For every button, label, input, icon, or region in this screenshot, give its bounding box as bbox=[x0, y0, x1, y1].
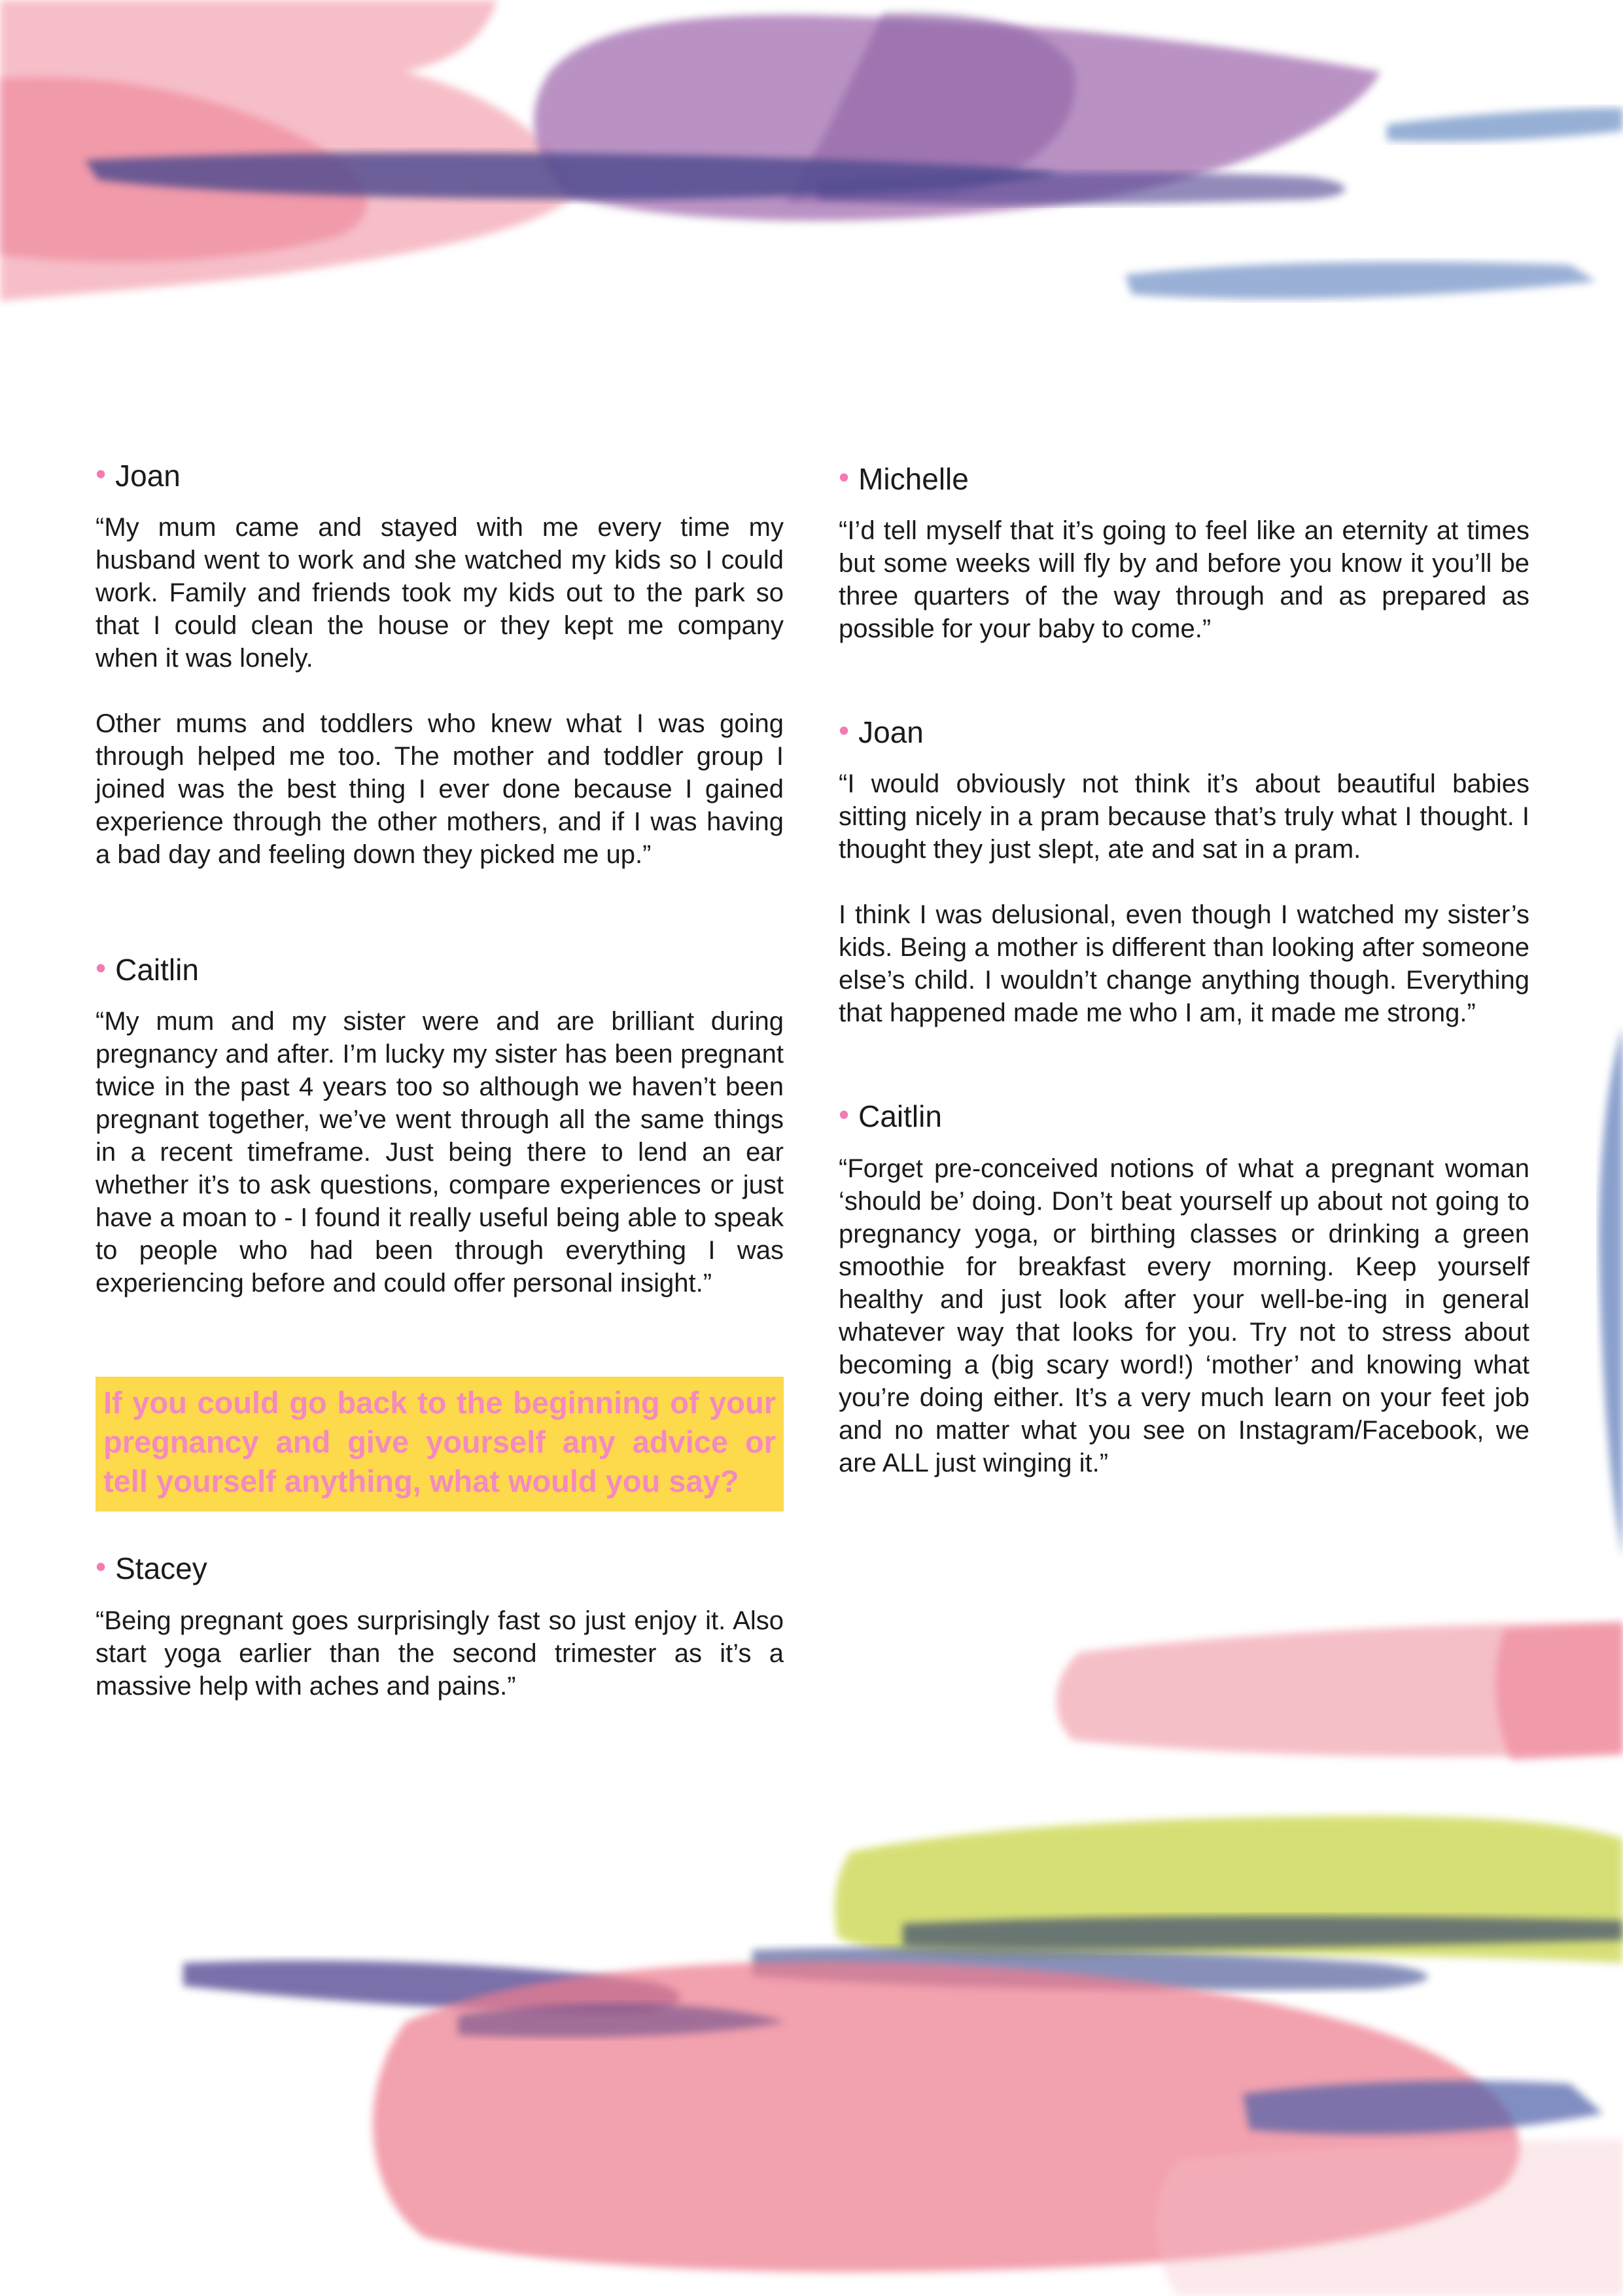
testimonial-paragraph: “Being pregnant goes surprisingly fast so just enjoy it. Also start yoga earlier than the second trimester as it’s a massive help with aches and pains.” bbox=[96, 1606, 784, 1701]
bullet-icon: • bbox=[839, 1097, 850, 1131]
testimonial-paragraph: “I’d tell myself that it’s going to feel like an eternity at times but some weeks will fly by and before you know it you’ll be three quarters of the way through and as prepared as possible for your baby to come.” bbox=[839, 516, 1529, 644]
testimonial-paragraph: “My mum came and stayed with me every time my husband went to work and she watched my kids so I could work. Family and friends took my kids out to the park so that I could clean the house or they kept me company when it was lonely. bbox=[96, 513, 784, 673]
testimonial-joan-advice bbox=[839, 715, 1529, 1029]
testimonial-paragraph: Other mums and toddlers who knew what I was going through helped me too. The mother and toddler group I joined was the best thing I ever done because I gained experience through the other mothers, and if I was having a bad day and feeling down they picked me up.” bbox=[96, 709, 784, 870]
name-label: Michelle bbox=[858, 462, 969, 496]
bullet-icon: • bbox=[839, 459, 850, 494]
name-label: Joan bbox=[858, 715, 924, 750]
bullet-icon: • bbox=[96, 456, 107, 491]
bullet-icon: • bbox=[96, 950, 107, 985]
name-label: Caitlin bbox=[858, 1099, 942, 1134]
testimonial-stacey bbox=[96, 1551, 784, 1702]
testimonial-michelle bbox=[839, 461, 1529, 645]
watercolor-strokes-top bbox=[0, 0, 1623, 301]
name-label: Stacey bbox=[115, 1551, 207, 1586]
testimonial-name bbox=[839, 461, 1529, 497]
testimonial-joan bbox=[96, 458, 784, 871]
testimonial-paragraph: “Forget pre-conceived notions of what a pregnant woman ‘should be’ doing. Don’t beat yourself up about not going to pregnancy yoga, or birthing classes or drinking a green smoothie for breakfast every morning. Keep yourself healthy and just look after your well-be-ing in general whatever way that looks for you. Try not to stress about becoming a (big scary word!) ‘mother’ and knowing what you’re doing either. It’s a very much learn on your feet job and no matter what you see on Instagram/Facebook, we are ALL just winging it.” bbox=[839, 1154, 1529, 1477]
testimonial-caitlin bbox=[96, 952, 784, 1299]
watercolor-strokes-bottom bbox=[183, 1623, 1623, 2296]
testimonial-paragraph: I think I was delusional, even though I watched my sister’s kids. Being a mother is different than looking after someone else’s child. I wouldn’t change anything though. Everything that happened made me who I am, it made me strong.” bbox=[839, 900, 1529, 1028]
name-label: Joan bbox=[115, 459, 181, 493]
question-text: If you could go back to the beginning of your pregnancy and give yourself any advice or tell yourself anything, what would you say? bbox=[103, 1385, 776, 1499]
testimonial-name bbox=[839, 715, 1529, 751]
testimonial-paragraph: “I would obviously not think it’s about beautiful babies sitting nicely in a pram because that’s truly what I thought. I thought they just slept, ate and sat in a pram. bbox=[839, 769, 1529, 864]
name-label: Caitlin bbox=[115, 953, 199, 987]
testimonial-name bbox=[96, 1551, 784, 1587]
testimonial-name bbox=[96, 952, 784, 988]
testimonial-name bbox=[839, 1099, 1529, 1135]
question-highlight-box bbox=[96, 1377, 784, 1511]
bullet-icon: • bbox=[96, 1549, 107, 1583]
testimonial-caitlin-advice bbox=[839, 1099, 1529, 1479]
left-column bbox=[96, 458, 784, 1703]
testimonial-paragraph: “My mum and my sister were and are brilliant during pregnancy and after. I’m lucky my sister has been pregnant twice in the past 4 years too so although we haven’t been pregnant together, we’ve went through all the same things in a recent timeframe. Just being there to lend an ear whether it’s to ask questions, compare experiences or just have a moan to - I found it really useful being able to speak to people who had been through everything I was experiencing before and could offer personal insight.” bbox=[96, 1007, 784, 1298]
testimonial-name bbox=[96, 458, 784, 494]
watercolor-stroke-right bbox=[1599, 1027, 1623, 1557]
right-column bbox=[839, 461, 1529, 1479]
bullet-icon: • bbox=[839, 713, 850, 747]
